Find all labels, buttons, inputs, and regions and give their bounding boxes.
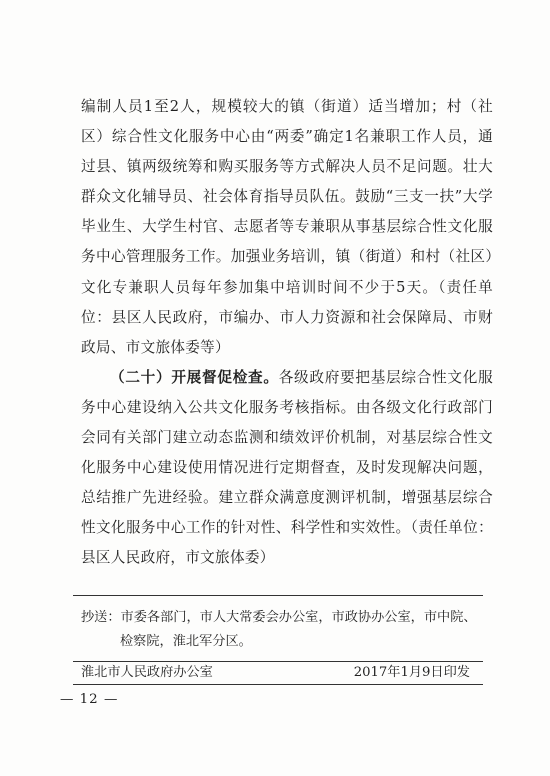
document-body — [81, 92, 493, 574]
cc-distribution-list — [81, 606, 481, 654]
page-number: — 12 — — [60, 692, 119, 707]
cc-line-1: 抄送：市委各部门，市人大常委会办公室，市政协办公室，市中院、 — [81, 610, 477, 625]
cc-line-2: 检察院，淮北军分区。 — [120, 634, 252, 649]
footer-bottom-rule — [73, 684, 483, 685]
cc-bottom-rule — [73, 661, 483, 662]
issue-date: 2017年1月9日印发 — [353, 665, 470, 680]
continued-paragraph: 编制人员1至2人，规模较大的镇（街道）适当增加；村（社区）综合性文化服务中心由“两委”确定1名兼职工作人员，通过县、镇两级统筹和购买服务等方式解决人员不足问题。壮大群众文化辅导员、社会体育指导员队伍。鼓励“三支一扶”大学毕业生、大学生村官、志愿者等专兼职从事基层综合性文化服务中心管理服务工作。加强业务培训，镇（街道）和村（社区）文化专兼职人员每年参加集中培训时间不少于5天。（责任单位：县区人民政府，市编办、市人力资源和社会保障局、市财政局、市文旅体委等） — [81, 98, 493, 356]
section-20-paragraph — [81, 363, 493, 574]
section-20-text: 各级政府要把基层综合性文化服务中心建设纳入公共文化服务考核指标。由各级文化行政部门会同有关部门建立动态监测和绩效评价机制，对基层综合性文化服务中心建设使用情况进行定期督查，及时发现解决问题，总结推广先进经验。建立群众满意度测评机制，增强基层综合性文化服务中心工作的针对性、科学性和实效性。（责任单位：县区人民政府，市文旅体委） — [81, 368, 493, 567]
issuing-office: 淮北市人民政府办公室 — [81, 665, 213, 680]
section-20-heading: （二十）开展督促检查。 — [110, 368, 279, 386]
cc-top-rule — [73, 595, 483, 596]
